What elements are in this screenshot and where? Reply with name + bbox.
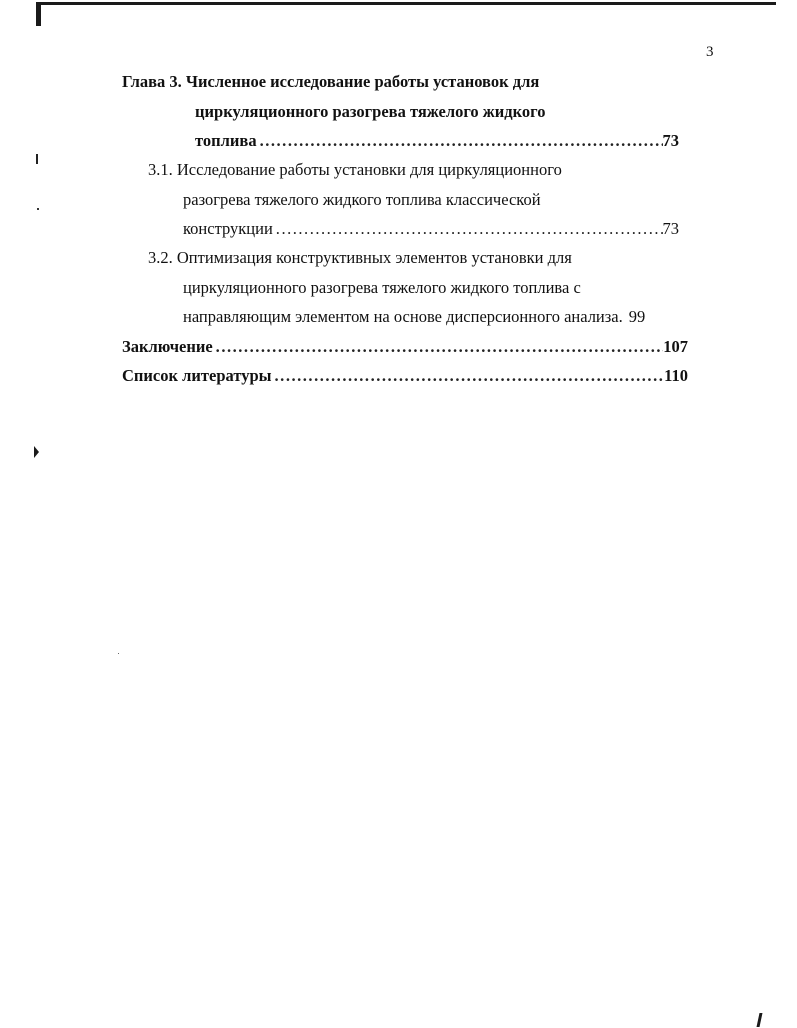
toc-section3-2-title-line2: циркуляционного разогрева тяжелого жидкого топлива с — [183, 278, 581, 297]
toc-section3-2-page: 99 — [628, 307, 646, 326]
toc-chapter3-title-line2: циркуляционного разогрева тяжелого жидкого — [195, 102, 546, 121]
toc-section3-1-page: 73 — [662, 219, 679, 238]
toc-section3-1-title-line3: конструкции — [183, 219, 273, 238]
toc-section3-2-title-line3: направляющим элементом на основе дисперсионного анализа. — [183, 307, 623, 326]
toc-entry-section3-2[interactable] — [183, 307, 679, 327]
toc-section3-1-title-line2: разогрева тяжелого жидкого топлива классической — [183, 190, 541, 209]
toc-entry-conclusion[interactable] — [122, 337, 688, 357]
dot-leader — [213, 337, 664, 357]
toc-references-label: Список литературы — [122, 366, 272, 385]
toc-section3-1-title-line1: 3.1. Исследование работы установки для циркуляционного — [148, 160, 562, 179]
toc-entry-references[interactable] — [122, 366, 688, 386]
toc-chapter3-page: 73 — [662, 131, 679, 150]
toc-entry-section3-1[interactable] — [183, 219, 679, 239]
toc-conclusion-page: 107 — [663, 337, 688, 356]
dot-leader — [257, 131, 663, 151]
scan-border-top — [36, 2, 776, 5]
toc-section3-2-title-line1: 3.2. Оптимизация конструктивных элементов установки для — [148, 248, 572, 267]
page-number: 3 — [706, 44, 714, 60]
toc-chapter3-title-line1: Глава 3. Численное исследование работы установок для — [122, 72, 540, 91]
scan-mark — [34, 446, 39, 458]
scan-mark — [37, 208, 39, 210]
scan-border-left — [36, 2, 41, 26]
toc-chapter3-title-line3: топлива — [195, 131, 257, 150]
dot-leader — [272, 366, 665, 386]
toc-entry-chapter3[interactable] — [195, 131, 679, 151]
scan-mark — [757, 1013, 763, 1027]
scan-mark — [36, 154, 38, 164]
toc-conclusion-label: Заключение — [122, 337, 213, 356]
dot-leader — [273, 219, 663, 239]
toc-references-page: 110 — [664, 366, 688, 385]
scan-speck — [118, 653, 119, 654]
